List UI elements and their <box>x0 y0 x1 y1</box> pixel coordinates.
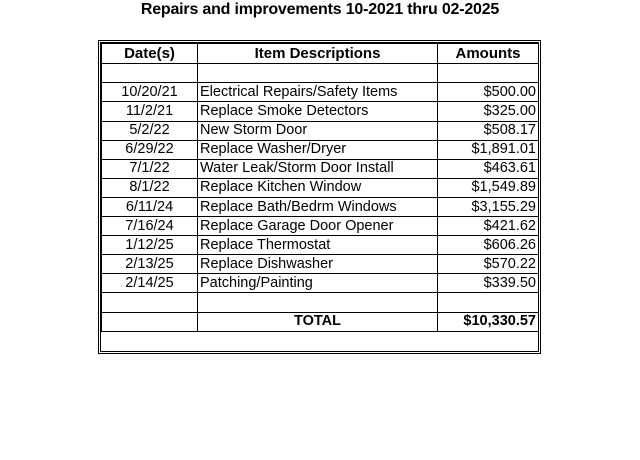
blank-cell <box>198 293 438 312</box>
row-date: 7/1/22 <box>102 159 198 178</box>
blank-cell <box>198 64 438 83</box>
row-amount: $325.00 <box>438 102 539 121</box>
row-description: Replace Dishwasher <box>198 255 438 274</box>
row-description: Electrical Repairs/Safety Items <box>198 83 438 102</box>
row-date: 6/11/24 <box>102 197 198 216</box>
row-description: New Storm Door <box>198 121 438 140</box>
blank-cell <box>438 64 539 83</box>
table-row <box>102 159 539 178</box>
table-row <box>102 255 539 274</box>
row-amount: $508.17 <box>438 121 539 140</box>
row-amount: $339.50 <box>438 274 539 293</box>
header-description: Item Descriptions <box>198 44 438 64</box>
row-date: 2/14/25 <box>102 274 198 293</box>
row-amount: $1,891.01 <box>438 140 539 159</box>
row-date: 5/2/22 <box>102 121 198 140</box>
row-description: Water Leak/Storm Door Install <box>198 159 438 178</box>
blank-cell <box>102 64 198 83</box>
row-date: 8/1/22 <box>102 178 198 197</box>
row-amount: $463.61 <box>438 159 539 178</box>
header-date: Date(s) <box>102 44 198 64</box>
row-date: 11/2/21 <box>102 102 198 121</box>
table-row <box>102 274 539 293</box>
table-row <box>102 236 539 255</box>
page-title: Repairs and improvements 10-2021 thru 02-2025 <box>140 1 500 18</box>
row-date: 7/16/24 <box>102 217 198 236</box>
row-description: Replace Bath/Bedrm Windows <box>198 197 438 216</box>
table-row <box>102 178 539 197</box>
blank-cell <box>438 293 539 312</box>
blank-row-top <box>102 64 539 83</box>
row-date: 6/29/22 <box>102 140 198 159</box>
table-row <box>102 140 539 159</box>
row-date: 1/12/25 <box>102 236 198 255</box>
row-description: Replace Thermostat <box>198 236 438 255</box>
row-description: Replace Washer/Dryer <box>198 140 438 159</box>
total-blank-cell <box>102 312 198 331</box>
row-description: Replace Smoke Detectors <box>198 102 438 121</box>
row-description: Patching/Painting <box>198 274 438 293</box>
blank-cell <box>102 293 198 312</box>
table-row <box>102 102 539 121</box>
row-description: Replace Kitchen Window <box>198 178 438 197</box>
row-amount: $421.62 <box>438 217 539 236</box>
blank-row-bottom <box>102 293 539 312</box>
header-row <box>102 44 539 64</box>
row-description: Replace Garage Door Opener <box>198 217 438 236</box>
table-row <box>102 197 539 216</box>
row-amount: $570.22 <box>438 255 539 274</box>
total-amount: $10,330.57 <box>438 312 539 331</box>
header-amount: Amounts <box>438 44 539 64</box>
repairs-table <box>101 43 539 332</box>
total-row <box>102 312 539 331</box>
row-amount: $500.00 <box>438 83 539 102</box>
repairs-table-frame <box>98 40 541 354</box>
row-amount: $1,549.89 <box>438 178 539 197</box>
table-row <box>102 217 539 236</box>
table-row <box>102 121 539 140</box>
row-amount: $606.26 <box>438 236 539 255</box>
table-row <box>102 83 539 102</box>
table-body <box>102 64 539 332</box>
row-date: 10/20/21 <box>102 83 198 102</box>
row-amount: $3,155.29 <box>438 197 539 216</box>
row-date: 2/13/25 <box>102 255 198 274</box>
total-label: TOTAL <box>198 312 438 331</box>
